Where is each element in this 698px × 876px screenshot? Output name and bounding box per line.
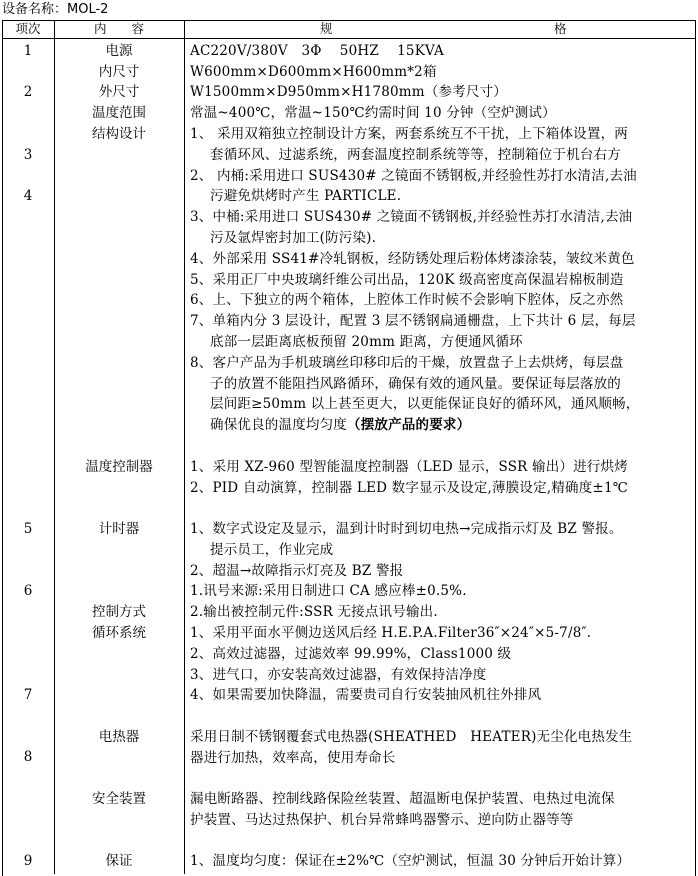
header-index: 项次 (15, 21, 41, 36)
spec-temp-range: 常温~400℃，常温~150℃约需时间 10 分钟（空炉测试） (190, 105, 556, 121)
row-index: 8 (23, 749, 33, 765)
structure-item: 2、 内桶:采用进口 SUS430# 之镜面不锈钢板,并经验性苏打水清洁,去油 (190, 168, 637, 184)
row-index: 7 (23, 687, 33, 703)
circulation-item: 4、如果需要加快降温，需要贵司自行安装抽风机往外排风 (190, 687, 542, 703)
row-index: 3 (23, 147, 33, 163)
header-spec-2: 格 (554, 21, 567, 36)
label-inner-size: 内尺寸 (98, 64, 140, 80)
circulation-item: 1、采用平面水平侧边送风后经 H.E.P.A.Filter36″×24″×5-7/8″. (190, 625, 592, 641)
timer-item: 1、数字式设定及显示，温到计时时到切电热→完成指示灯及 BZ 警报。 (190, 521, 623, 537)
structure-item-cont: 子的放置不能阻挡风路循环，确保有效的通风量。要保证每层落放的 (210, 376, 621, 392)
structure-item-cont (210, 415, 470, 435)
label-control-method: 控制方式 (92, 604, 146, 620)
structure-item: 1、 采用双箱独立控制设计方案，两套系统互不干扰，上下箱体设置，两 (190, 126, 628, 142)
header-content: 内 容 (93, 21, 144, 36)
device-name: 设备名称：MOL-2 (2, 2, 109, 17)
controller-item: 1、采用 XZ-960 型智能温度控制器（LED 显示，SSR 输出）进行烘烤 (190, 459, 628, 475)
row-index: 1 (23, 43, 33, 59)
label-heater: 电热器 (98, 729, 140, 745)
row-index: 9 (23, 853, 33, 869)
label-power: 电源 (105, 43, 133, 59)
row-index: 4 (23, 188, 33, 204)
label-timer: 计时器 (98, 521, 140, 537)
safety-spec-cont: 护装置、马达过热保护、机台异常蜂鸣器警示、逆向防止器等等 (190, 812, 574, 828)
label-structure: 结构设计 (92, 126, 146, 142)
spec-outer-size: W1500mm×D950mm×H1780mm（参考尺寸） (190, 84, 507, 100)
heater-spec: 采用日制不锈钢覆套式电热器(SHEATHED HEATER)无尘化电热发生 (190, 729, 633, 745)
circulation-item: 3、进气口，亦安装高效过滤器，有效保持洁净度 (190, 667, 487, 683)
structure-item: 4、外部采用 SS41#冷轧钢板，经防锈处理后粉体烤漆涂装，皱纹米黄色 (190, 251, 635, 267)
label-safety: 安全装置 (92, 791, 146, 807)
structure-item: 6、上、下独立的两个箱体，上腔体工作时候不会影响下腔体，反之亦然 (190, 292, 624, 308)
circulation-item: 2、高效过滤器，过滤效率 99.99%，Class1000 级 (190, 646, 512, 662)
header-spec: 规 (320, 21, 333, 36)
column-divider (184, 20, 185, 874)
structure-item-cont: 底部一层距离底板预留 20mm 距离，方便通风循环 (210, 334, 523, 350)
label-outer-size: 外尺寸 (98, 84, 140, 100)
structure-item-emphasis: （摆放产品的要求） (347, 417, 471, 433)
structure-item-cont: 层间距≥50mm 以上甚至更大，以更能保证良好的循环风，通风顺畅， (210, 396, 640, 412)
label-circulation: 循环系统 (92, 625, 146, 641)
warranty-item: 1、温度均匀度：保证在±2%℃（空炉测试，恒温 30 分钟后开始计算） (190, 853, 631, 869)
spec-inner-size: W600mm×D600mm×H600mm*2箱 (190, 64, 437, 80)
control-item: 1.讯号来源:采用日制进口 CA 感应棒±0.5%. (190, 583, 467, 599)
structure-item: 5、采用正厂中央玻璃纤维公司出品，120K 级高密度高保温岩棉板制造 (190, 272, 624, 288)
structure-item-text: 确保优良的温度均匀度 (210, 417, 347, 433)
control-item: 2.输出被控制元件:SSR 无接点讯号输出. (190, 604, 438, 620)
label-controller: 温度控制器 (85, 459, 153, 475)
controller-item: 2、PID 自动演算，控制器 LED 数字显示及设定,薄膜设定,精确度±1℃ (190, 480, 629, 496)
timer-item: 2、超温→故障指示灯亮及 BZ 警报 (190, 563, 404, 579)
label-warranty: 保证 (105, 853, 133, 869)
structure-item: 7、单箱内分 3 层设计，配置 3 层不锈钢扁通栅盘，上下共计 6 层，每层 (190, 313, 636, 329)
row-index: 5 (23, 521, 33, 537)
structure-item: 8、客户产品为手机玻璃丝印移印后的干燥，放置盘子上去烘烤，每层盘 (190, 355, 624, 371)
structure-item-cont: 污避免烘烤时产生 PARTICLE. (210, 188, 402, 204)
structure-item-cont: 套循环风、过滤系统，两套温度控制系统等等，控制箱位于机台右方 (210, 147, 621, 163)
structure-item: 3、中桶:采用进口 SUS430# 之镜面不锈钢板,并经验性苏打水清洁,去油 (190, 209, 633, 225)
structure-item-cont: 污及氩焊密封加工(防污染). (210, 230, 377, 246)
spec-power: AC220V/380V 3Φ 50HZ 15KVA (190, 43, 444, 59)
timer-item-cont: 提示员工，作业完成 (210, 542, 334, 558)
row-index: 6 (23, 583, 33, 599)
safety-spec: 漏电断路器、控制线路保险丝装置、超温断电保护装置、电热过电流保 (190, 791, 615, 807)
heater-spec-cont: 器进行加热，效率高，使用寿命长 (190, 750, 396, 766)
row-index: 2 (23, 84, 33, 100)
label-temp-range: 温度范围 (92, 105, 146, 121)
